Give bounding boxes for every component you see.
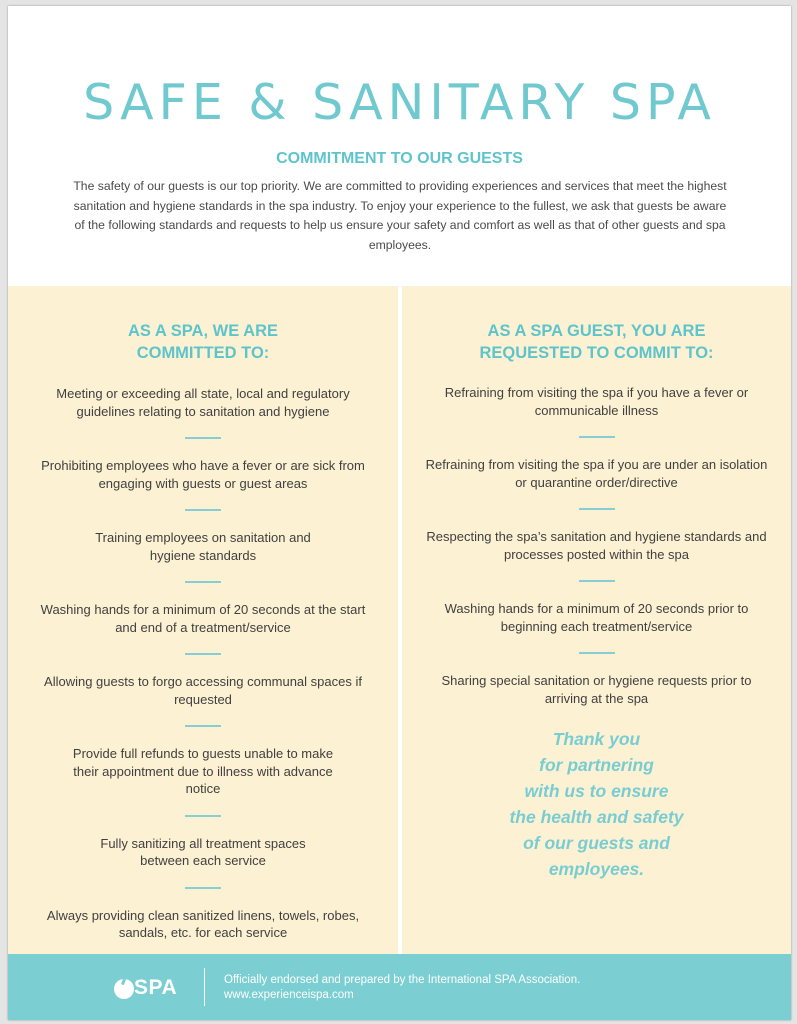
guest-heading-line1: AS A SPA GUEST, YOU ARE <box>487 322 706 340</box>
document-page <box>8 6 791 1020</box>
footer-divider <box>204 968 205 1006</box>
endorsement-text: Officially endorsed and prepared by the International SPA Association. <box>224 974 581 986</box>
thanks-line: with us to ensure <box>524 781 669 801</box>
item-separator <box>185 653 221 655</box>
logo-text: SPA <box>134 976 178 999</box>
footer-bar <box>8 954 791 1020</box>
website-link[interactable]: www.experienceispa.com <box>224 989 354 1001</box>
spa-commitments-column <box>8 286 398 954</box>
list-item: Washing hands for a minimum of 20 seconds prior to beginning each treatment/service <box>444 601 749 634</box>
item-separator <box>185 437 221 439</box>
intro-paragraph: The safety of our guests is our top priority. We are committed to providing experiences and services that meet the highest sanitation and hygiene standards in the spa industry. To enjoy your experience to the fullest, we ask that guests be aware of the following standards and requests to help us ensure your safety and comfort as well as that of other guests and spa employees. <box>73 179 727 252</box>
spa-heading-line1: AS A SPA, WE ARE <box>127 322 279 340</box>
list-item: Fully sanitizing all treatment spaces between each service <box>100 835 306 868</box>
list-item: Washing hands for a minimum of 20 seconds at the start and end of a treatment/service <box>40 602 366 635</box>
list-item: Prohibiting employees who have a fever or are sick from engaging with guests or guest areas <box>41 458 365 491</box>
spa-commitment-list <box>8 385 398 942</box>
item-separator <box>579 580 615 582</box>
guest-column-heading <box>402 320 791 364</box>
guest-heading-line2: REQUESTED TO COMMIT TO: <box>479 344 714 362</box>
ispa-logo-mark-icon <box>114 979 134 999</box>
list-item: Meeting or exceeding all state, local and regulatory guidelines relating to sanitation and hygiene <box>56 386 350 419</box>
list-item: Provide full refunds to guests unable to make their appointment due to illness with advance notice <box>72 746 334 796</box>
thanks-line: employees. <box>548 859 645 879</box>
item-separator <box>185 509 221 511</box>
list-item: Refraining from visiting the spa if you have a fever or communicable illness <box>444 385 749 418</box>
spa-heading-line2: COMMITTED TO: <box>136 344 270 362</box>
item-separator <box>185 725 221 727</box>
ispa-logo <box>112 971 192 1003</box>
thanks-line: Thank you <box>552 729 641 749</box>
thanks-line: for partnering <box>539 755 654 775</box>
thanks-line: the health and safety <box>509 807 684 827</box>
list-item: Allowing guests to forgo accessing communal spaces if requested <box>44 674 362 707</box>
list-item: Always providing clean sanitized linens, towels, robes, sandals, etc. for each service <box>46 907 360 940</box>
item-separator <box>579 508 615 510</box>
thanks-line: of our guests and <box>523 833 670 853</box>
guest-request-list <box>402 384 791 707</box>
section-subtitle: COMMITMENT TO OUR GUESTS <box>276 150 523 167</box>
spa-column-heading <box>8 320 398 364</box>
item-separator <box>579 652 615 654</box>
list-item: Refraining from visiting the spa if you are under an isolation or quarantine order/directive <box>425 457 768 490</box>
page-title: SAFE & SANITARY SPA <box>83 74 716 131</box>
item-separator <box>185 887 221 889</box>
item-separator <box>185 815 221 817</box>
list-item: Training employees on sanitation and hygiene standards <box>95 530 311 563</box>
thank-you-message <box>402 726 791 882</box>
list-item: Respecting the spa’s sanitation and hygiene standards and processes posted within the spa <box>426 529 767 562</box>
footer-text <box>224 973 580 1003</box>
guest-commitments-column <box>402 286 791 954</box>
item-separator <box>185 581 221 583</box>
item-separator <box>579 436 615 438</box>
list-item: Sharing special sanitation or hygiene requests prior to arriving at the spa <box>441 673 752 706</box>
